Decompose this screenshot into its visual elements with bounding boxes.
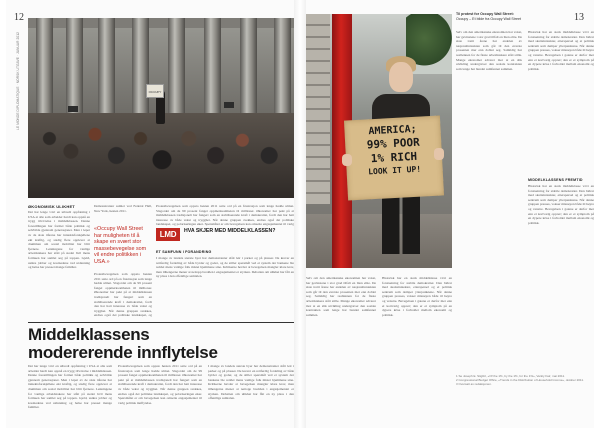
body-column-3: I mange av landets største byer har demonstranter slått leir i parker og på plasser. De krever en rettferdig fordeling av både byrder og goder, og de stiller spørsmål ved et system der bankene ble reddet mens vanlige folk mistet hjemmene sine. Kritikerne hevder at bevegelsen mangler klare krav, men tilhengerne mener at nettopp bredden i engasjementet er styrken. Debatten om ulikhet har fått en ny plass i den offentlige samtalen. bbox=[156, 256, 294, 279]
flag bbox=[68, 106, 78, 112]
cardboard-sign bbox=[344, 116, 444, 201]
body-column-3-top: Protestbevegelsen som oppsto høsten 2011 satte ord på en frustrasjon som lenge hadde ulmet. Slagordet om de 99 prosent fanget oppmerksomheten til millioner. Økonomer har pekt på at middelklassen tradisjonelt har fungert som en stabiliserende kraft i demokratiet, fordi den har hatt interesse av både vekst og trygghet. Når denne gruppen svekkes, endres også det politiske landskapet, og polariseringen øker. Spørsmålet er om bevegelsen kan omsette engasjementet til varig bbox=[156, 204, 294, 226]
crowd bbox=[28, 113, 296, 198]
building bbox=[306, 14, 330, 204]
pull-quote: «Occupy Wall Street har muligheten til å skape en svært stor massebevegelse som vil endre politikken i USA.» bbox=[94, 226, 147, 265]
sidewalk bbox=[306, 214, 452, 268]
right-body-column-1: Selv om den amerikanske økonomien har vokst, har gevinstene i stor grad tilfalt en liten elite. De siste tretti årene har andelen av nasjonalinntekten som går til den øverste prosenten mer enn doblet seg. Samtidig har reallønnen for de fleste arbeidstakere stått stille. Mange økonomer advarer mot at en slik utvikling undergraver den sosiale kontrakten som lenge har bundet samfunnet sammen. bbox=[456, 30, 522, 71]
sign-line-3: 1% RICH bbox=[370, 149, 418, 166]
page-gutter bbox=[294, 0, 306, 428]
body-column-1: Det har lenge vært en utbredt oppfatning i USA at alle som arbeider hardt kan oppnå en trygg tilværelse i middelklassen. Denne forestillingen har formet både politikk og selvbilde gjennom generasjoner. Men i løpet av de siste tiårene har inntektsforskjellene økt kraftig, og stadig flere opplever at drømmen om sosial mobilitet har blitt fjernere. Lønningene for vanlige arbeidstakere har stått på stedet hvil mens formuen har samlet seg på toppen. Gjeld, usikre jobber og kostnadene ved utdanning og helse har presset mange familier. bbox=[28, 210, 90, 270]
lead-column-1: Det har lenge vært en utbredt oppfatning i USA at alle som arbeider hardt kan oppnå en trygg tilværelse i middelklassen. Denne forestillingen har formet både politikk og selvbilde gjennom generasjoner. Men i løpet av de siste tiårene har inntektsforskjellene økt kraftig, og stadig flere opplever at drømmen om sosial mobilitet har blitt fjernere. Lønningene for vanlige arbeidstakere har stått på stedet hvil mens formuen har samlet seg på toppen. Gjeld, usikre jobber og kostnadene ved utdanning og helse har presset mange familier. bbox=[28, 364, 112, 410]
footnote: 3 Oversatt av redaksjonen. bbox=[456, 382, 492, 386]
headline-rule bbox=[28, 322, 296, 323]
flag bbox=[224, 102, 234, 108]
lmd-logo: LMD bbox=[156, 228, 180, 241]
person-legs bbox=[382, 194, 420, 254]
sign-line-4: LOOK IT UP! bbox=[367, 164, 422, 177]
right-page bbox=[306, 0, 594, 428]
right-sub-heading: MIDDELKLASSENS FREMTID bbox=[528, 178, 583, 182]
right-lower-column-1: Selv om den amerikanske økonomien har vokst, har gevinstene i stor grad tilfalt en liten elite. De siste tretti årene har andelen av nasjonalinntekten som går til den øverste prosenten mer enn doblet seg. Samtidig har reallønnen for de fleste arbeidstakere stått stille. Mange økonomer advarer mot at en slik utvikling undergraver den sosiale kontrakten som lenge har bundet samfunnet sammen. bbox=[306, 276, 376, 317]
right-hand bbox=[434, 148, 444, 160]
headline bbox=[28, 326, 296, 362]
left-page-number: 12 bbox=[14, 12, 24, 23]
protester-photo bbox=[306, 14, 452, 268]
left-hand bbox=[342, 154, 352, 166]
section-heading: ØKONOMISK ULIKHET bbox=[28, 204, 75, 209]
right-body-column-2: Historisk har en sterk middelklasse vært en forutsetning for stabile demokratier. Den bidrar med skatteinntekter, etterspørsel og et politisk sentrum som demper ytterpunktene. Når denne gruppen presses, vokser misnøyen både til høyre og venstre. Bevegelsen i gatene er derfor mer enn et kortvarig opprør; den er et symptom på en dypere krise i forholdet mellom økonomi og politikk. bbox=[528, 184, 594, 225]
left-page bbox=[6, 0, 294, 428]
sub-heading: ET SAMFUNN I FORANDRING bbox=[156, 250, 212, 254]
right-header-line-1: Til protest for Occupy Wall Street: bbox=[456, 12, 514, 16]
crowd-photo bbox=[28, 18, 296, 198]
right-body-column-2-top: Historisk har en sterk middelklasse vært en forutsetning for stabile demokratier. Den bidrar med skatteinntekter, etterspørsel og et politisk sentrum som demper ytterpunktene. Når denne gruppen presses, vokser misnøyen både til høyre og venstre. Bevegelsen i gatene er derfor mer enn et kortvarig opprør; den er et symptom på en dypere krise i forholdet mellom økonomi og politikk. bbox=[528, 30, 594, 71]
left-vertical-meta: LE MONDE DIPLOMATIQUE · NORSK UTGAVE · JANUAR 2012 bbox=[16, 32, 20, 130]
body-column-2: Protestbevegelsen som oppsto høsten 2011 satte ord på en frustrasjon som lenge hadde ulmet. Slagordet om de 99 prosent fanget oppmerksomheten til millioner. Økonomer har pekt på at middelklassen tradisjonelt har fungert som en stabiliserende kraft i demokratiet, fordi den har hatt interesse av både vekst og trygghet. Når denne gruppen svekkes, endres også det politiske landskapet, og bbox=[94, 272, 152, 318]
lmd-title: HVA SKJER MED MIDDELKLASSEN? bbox=[184, 228, 276, 234]
protest-sign: OCCUPY bbox=[146, 84, 164, 98]
headline-line-1: Middelklassens bbox=[28, 325, 150, 344]
lmd-feature bbox=[156, 228, 296, 248]
right-lower-column-2: Historisk har en sterk middelklasse vært en forutsetning for stabile demokratier. Den bidrar med skatteinntekter, etterspørsel og et politisk sentrum som demper ytterpunktene. Når denne gruppen presses, vokser misnøyen både til høyre og venstre. Bevegelsen i gatene er derfor mer enn et kortvarig opprør; den er et symptom på en dypere krise i forholdet mellom økonomi og politikk. bbox=[382, 276, 452, 317]
sign-line-1: AMERICA; bbox=[368, 123, 417, 138]
sign-line-2: 99% POOR bbox=[366, 135, 421, 152]
lead-column-2: Protestbevegelsen som oppsto høsten 2011 satte ord på en frustrasjon som lenge hadde ulmet. Slagordet om de 99 prosent fanget oppmerksomheten til millioner. Økonomer har pekt på at middelklassen tradisjonelt har fungert som en stabiliserende kraft i demokratiet, fordi den har hatt interesse av både vekst og trygghet. Når denne gruppen svekkes, endres også det politiske landskapet, og polariseringen øker. Spørsmålet er om bevegelsen kan omsette engasjementet til varig politisk innflytelse. bbox=[118, 364, 202, 405]
right-page-header bbox=[456, 12, 586, 21]
body-column-2-top: Demonstranter samlet ved Federal Hall, New York, høsten 2011. bbox=[94, 204, 152, 213]
footnote: 1 Se Joseph E. Stiglitz, «Of the 1%, by the 1%, for the 1%», Vanity Fair, mai 2011. bbox=[456, 374, 565, 378]
right-page-number: 13 bbox=[574, 12, 584, 23]
person-head bbox=[389, 62, 413, 92]
footnotes bbox=[456, 374, 594, 386]
right-header-line-2: Occupy – Et bilde fra Occupy Wall Street bbox=[456, 16, 521, 21]
headline-line-2: modererende innflytelse bbox=[28, 343, 218, 362]
footnote: 2 Congressional Budget Office, «Trends in the Distribution of Household Income», oktober 2011. bbox=[456, 378, 584, 382]
lead-column-3: I mange av landets største byer har demonstranter slått leir i parker og på plasser. De krever en rettferdig fordeling av både byrder og goder, og de stiller spørsmål ved et system der bankene ble reddet mens vanlige folk mistet hjemmene sine. Kritikerne hevder at bevegelsen mangler klare krav, men tilhengerne mener at nettopp bredden i engasjementet er styrken. Debatten om ulikhet har fått en ny plass i den offentlige samtalen. bbox=[208, 364, 294, 401]
